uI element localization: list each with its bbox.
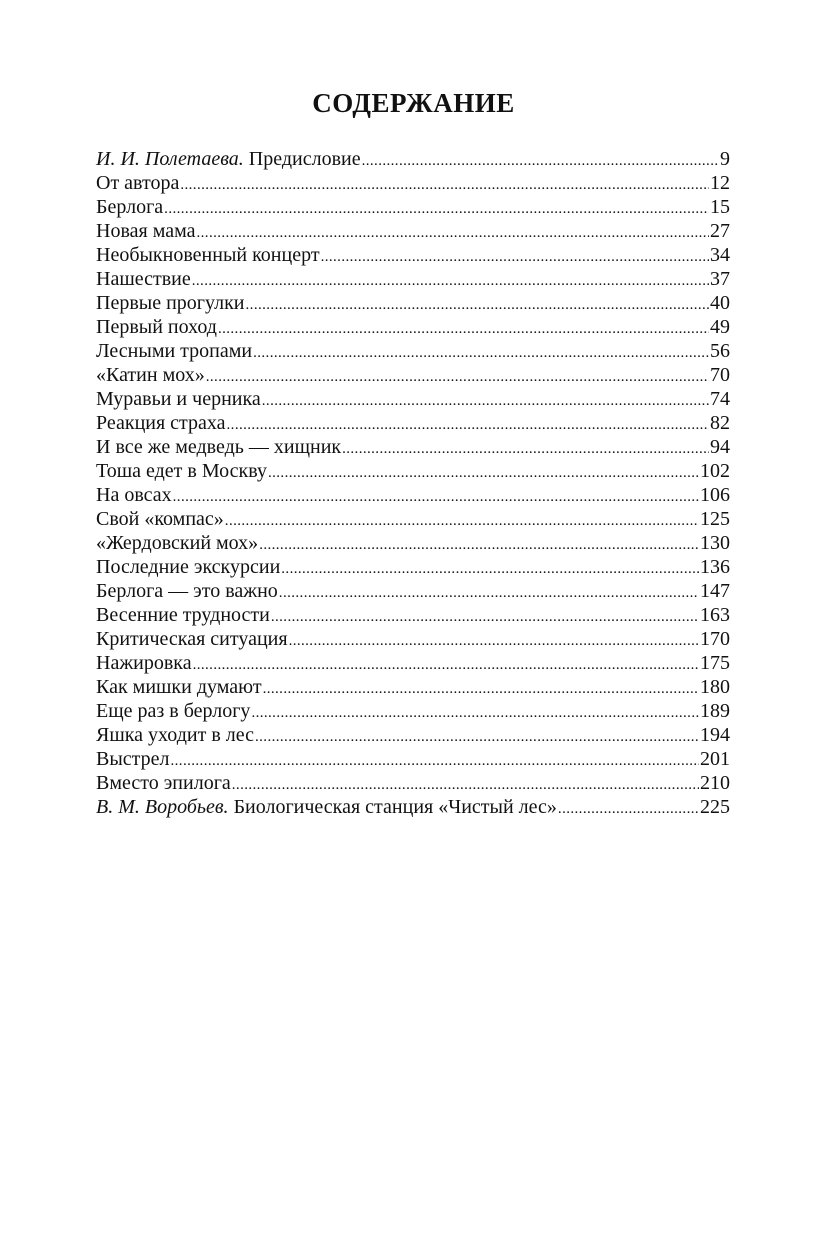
toc-entry-title: Последние экскурсии [96, 556, 281, 578]
toc-entry [96, 315, 730, 339]
toc-entry [96, 411, 730, 435]
page-title: СОДЕРЖАНИЕ [312, 88, 515, 118]
toc-entry-page-number: 9 [720, 148, 730, 170]
toc-entry-title: Как мишки думают [96, 676, 262, 698]
toc-entry-page-number: 147 [700, 580, 730, 602]
toc-entry-page-number: 175 [700, 652, 730, 674]
toc-entry-page-number: 34 [710, 244, 730, 266]
dot-leader [289, 627, 699, 653]
toc-entry-page-number: 194 [700, 724, 730, 746]
toc-entry-title: Берлога — это важно [96, 580, 278, 602]
toc-entry [96, 435, 730, 459]
toc-entry-title: Еще раз в берлогу [96, 700, 251, 722]
toc-entry [96, 531, 730, 555]
dot-leader [173, 483, 699, 509]
toc-entry [96, 651, 730, 675]
dot-leader [321, 243, 709, 269]
toc-entry-page-number: 130 [700, 532, 730, 554]
toc-entry-page-number: 102 [700, 460, 730, 482]
toc-entry-page-number: 74 [710, 388, 730, 410]
toc-entry-title: От автора [96, 172, 180, 194]
toc-entry-title: Весенние трудности [96, 604, 270, 626]
toc-entry [96, 723, 730, 747]
toc-entry-title: Нашествие [96, 268, 191, 290]
dot-leader [206, 363, 709, 389]
toc-entry [96, 195, 730, 219]
toc-entry [96, 387, 730, 411]
toc-entry-title: Первый поход [96, 316, 217, 338]
toc-entry-page-number: 225 [700, 796, 730, 818]
dot-leader [271, 603, 699, 629]
dot-leader [171, 747, 700, 773]
toc-entry-title: Критическая ситуация [96, 628, 288, 650]
toc-entry-author: В. М. Воробьев. [96, 796, 229, 818]
toc-entry [96, 555, 730, 579]
toc-entry-title: Реакция страха [96, 412, 226, 434]
toc-entry [96, 507, 730, 531]
toc-entry-title: Свой «компас» [96, 508, 224, 530]
toc-entry-title: Необыкновенный концерт [96, 244, 320, 266]
toc-entry-page-number: 210 [700, 772, 730, 794]
toc-entry-page-number: 70 [710, 364, 730, 386]
toc-entry-author: И. И. Полетаева. [96, 148, 244, 170]
dot-leader [193, 651, 699, 677]
toc-entry [96, 363, 730, 387]
toc-entry-title: Яшка уходит в лес [96, 724, 254, 746]
toc-entry [96, 483, 730, 507]
toc-entry [96, 795, 730, 819]
toc-entry-page-number: 163 [700, 604, 730, 626]
toc-entry-title: Предисловие [243, 148, 361, 170]
dot-leader [268, 459, 699, 485]
dot-leader [218, 315, 709, 341]
toc-entry-title: Тоша едет в Москву [96, 460, 267, 482]
table-of-contents [96, 147, 730, 819]
toc-entry [96, 267, 730, 291]
toc-entry-page-number: 82 [710, 412, 730, 434]
toc-entry-page-number: 49 [710, 316, 730, 338]
dot-leader [251, 699, 699, 725]
toc-entry-title: «Жердовский мох» [96, 532, 259, 554]
toc-entry-page-number: 40 [710, 292, 730, 314]
toc-entry [96, 603, 730, 627]
dot-leader [255, 723, 699, 749]
toc-entry-title: Берлога [96, 196, 164, 218]
toc-entry-page-number: 170 [700, 628, 730, 650]
toc-entry-title: Нажировка [96, 652, 192, 674]
toc-entry-page-number: 201 [700, 748, 730, 770]
dot-leader [192, 267, 709, 293]
toc-entry-page-number: 180 [700, 676, 730, 698]
toc-entry-page-number: 15 [710, 196, 730, 218]
toc-entry-page-number: 12 [710, 172, 730, 194]
toc-entry [96, 699, 730, 723]
dot-leader [342, 435, 709, 461]
toc-entry-title: Выстрел [96, 748, 170, 770]
dot-leader [180, 171, 709, 197]
dot-leader [259, 531, 699, 557]
dot-leader [164, 195, 709, 221]
toc-entry-page-number: 27 [710, 220, 730, 242]
toc-entry [96, 579, 730, 603]
toc-entry-title: На овсах [96, 484, 172, 506]
toc-entry [96, 291, 730, 315]
toc-entry-page-number: 125 [700, 508, 730, 530]
toc-entry-page-number: 94 [710, 436, 730, 458]
toc-entry-page-number: 37 [710, 268, 730, 290]
dot-leader [246, 291, 709, 317]
toc-entry [96, 747, 730, 771]
toc-entry [96, 339, 730, 363]
toc-entry [96, 771, 730, 795]
dot-leader [232, 771, 699, 797]
dot-leader [263, 675, 699, 701]
toc-entry [96, 147, 730, 171]
toc-entry-title: Первые прогулки [96, 292, 245, 314]
toc-entry-title: Вместо эпилога [96, 772, 231, 794]
dot-leader [279, 579, 699, 605]
toc-entry-title: Муравьи и черника [96, 388, 261, 410]
toc-entry-title: Новая мама [96, 220, 196, 242]
toc-entry-title: «Катин мох» [96, 364, 205, 386]
toc-entry [96, 627, 730, 651]
toc-entry-title: Лесными тропами [96, 340, 253, 362]
toc-entry-title: И все же медведь — хищник [96, 436, 342, 458]
toc-entry-page-number: 106 [700, 484, 730, 506]
dot-leader [262, 387, 709, 413]
toc-entry [96, 459, 730, 483]
toc-entry-page-number: 136 [700, 556, 730, 578]
dot-leader [225, 507, 699, 533]
dot-leader [253, 339, 709, 365]
toc-entry-title: Биологическая станция «Чистый лес» [228, 796, 557, 818]
dot-leader [281, 555, 699, 581]
dot-leader [197, 219, 710, 245]
toc-entry [96, 675, 730, 699]
toc-entry-page-number: 189 [700, 700, 730, 722]
toc-entry [96, 243, 730, 267]
dot-leader [362, 147, 719, 173]
dot-leader [227, 411, 709, 437]
dot-leader [558, 795, 699, 821]
toc-entry [96, 171, 730, 195]
toc-entry-page-number: 56 [710, 340, 730, 362]
toc-entry [96, 219, 730, 243]
